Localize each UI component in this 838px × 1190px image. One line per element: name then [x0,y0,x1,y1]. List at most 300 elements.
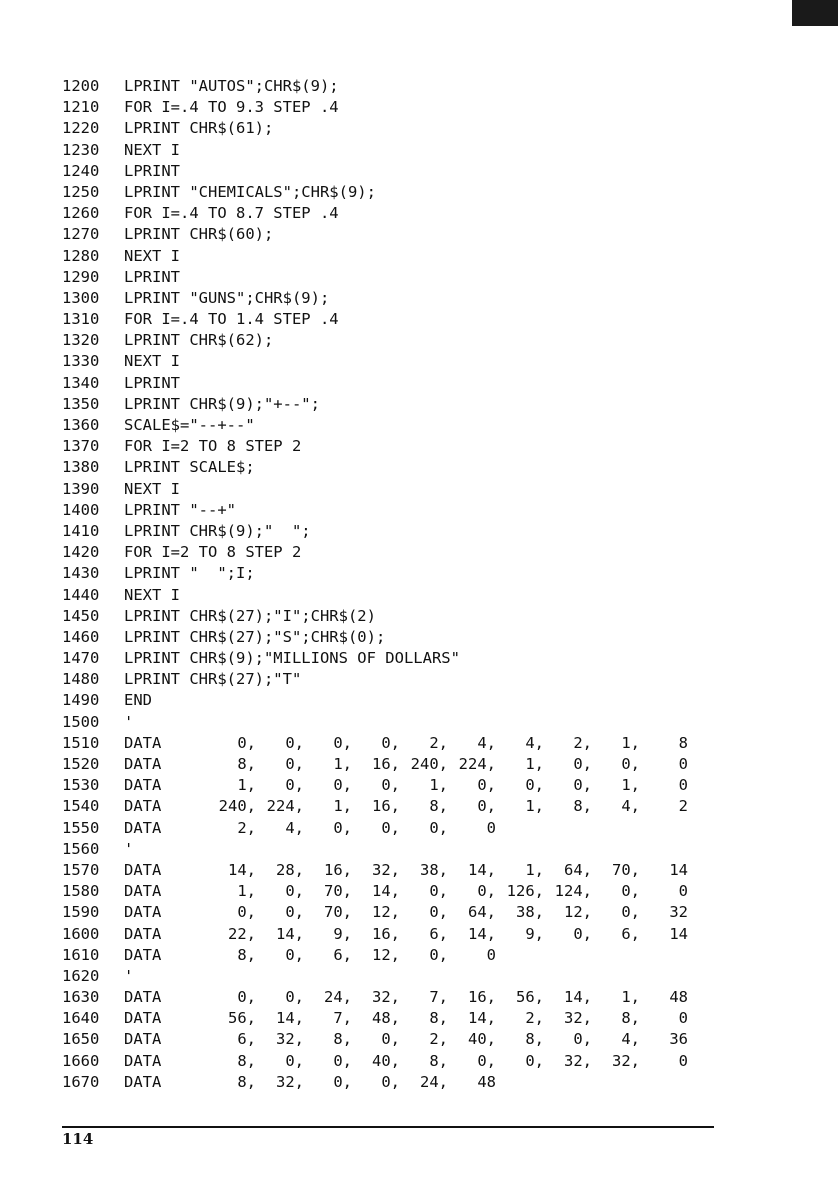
data-keyword: DATA [124,733,162,752]
data-value: 14, [372,882,400,901]
data-keyword: DATA [124,818,162,837]
code-line [62,436,702,457]
data-value: 0, [573,924,592,943]
data-line [62,966,702,987]
data-value: 0, [381,1030,400,1049]
data-value: 2, [429,1030,448,1049]
data-value: 6, [621,924,640,943]
code-line [62,457,702,478]
data-value: 240, [218,797,256,816]
data-value: 14, [564,988,592,1007]
data-value: 0, [285,755,304,773]
code-line [62,669,702,690]
data-value: 2, [525,1009,544,1028]
data-value: 0 [486,818,496,837]
line-number: 1250 [62,182,100,201]
line-number: 1660 [62,1051,100,1070]
data-value: 0, [285,882,304,901]
data-value: 0, [285,733,304,752]
data-value: 0, [285,1051,304,1070]
data-value: 0, [333,733,352,752]
code-line [62,606,702,627]
statement: NEXT I [124,585,180,604]
code-line [62,140,702,161]
data-value: 0, [525,1051,544,1070]
code-line [62,542,702,563]
data-value: 14, [276,924,304,943]
statement: NEXT I [124,479,180,498]
data-value: 0 [678,776,688,795]
statement: LPRINT CHR$(27);"S";CHR$(0); [124,627,386,646]
statement: LPRINT [124,267,180,286]
data-value: 8, [237,1072,256,1091]
data-keyword: DATA [124,1051,162,1070]
code-line [62,627,702,648]
data-value: 224, [458,755,496,773]
line-number: 1460 [62,627,100,646]
line-number: 1430 [62,564,100,583]
line-number: 1580 [62,882,100,901]
data-line [62,839,702,860]
code-line [62,203,702,224]
data-values [186,902,688,923]
data-value: 0, [237,903,256,922]
statement: LPRINT CHR$(61); [124,119,274,138]
data-value: 0 [486,945,496,964]
page-number: 114 [62,1130,94,1148]
data-value: 8, [237,945,256,964]
data-values [186,1051,688,1072]
data-value: 24, [324,988,352,1007]
data-value: 1, [621,733,640,752]
data-value: 0, [621,882,640,901]
data-value: 6, [429,924,448,943]
line-number: 1560 [62,839,100,858]
data-keyword: DATA [124,1009,162,1028]
data-values [186,818,496,839]
line-number: 1530 [62,776,100,795]
code-block [62,76,702,733]
data-value: 14, [468,860,496,879]
statement: LPRINT "--+" [124,500,236,519]
code-line [62,521,702,542]
data-keyword: ' [124,839,134,858]
data-value: 22, [228,924,256,943]
code-line [62,373,702,394]
code-line [62,585,702,606]
data-values [186,945,496,966]
line-number: 1450 [62,606,100,625]
data-value: 16, [372,755,400,773]
data-keyword: DATA [124,882,162,901]
data-value: 24, [420,1072,448,1091]
data-keyword: DATA [124,988,162,1007]
data-value: 56, [516,988,544,1007]
basic-program-listing [62,76,702,1093]
data-value: 0, [285,903,304,922]
data-value: 64, [564,860,592,879]
data-keyword: DATA [124,860,162,879]
data-value: 4, [285,818,304,837]
data-value: 0, [573,776,592,795]
code-line [62,479,702,500]
statement: FOR I=2 TO 8 STEP 2 [124,543,302,562]
data-value: 14, [228,860,256,879]
data-value: 2, [573,733,592,752]
data-value: 48 [477,1072,496,1091]
line-number: 1300 [62,288,100,307]
data-value: 0, [285,945,304,964]
data-value: 126, [506,882,544,901]
data-value: 8, [525,1030,544,1049]
code-line [62,246,702,267]
data-value: 32, [276,1072,304,1091]
data-value: 8, [333,1030,352,1049]
statement: LPRINT CHR$(27);"I";CHR$(2) [124,606,376,625]
data-value: 36 [669,1030,688,1049]
data-value: 4, [525,733,544,752]
line-number: 1370 [62,437,100,456]
data-value: 0 [678,1009,688,1028]
data-keyword: DATA [124,924,162,943]
data-value: 8, [429,1051,448,1070]
data-value: 70, [324,882,352,901]
data-value: 0, [477,797,496,816]
line-number: 1490 [62,691,100,710]
data-value: 0 [678,882,688,901]
data-value: 64, [468,903,496,922]
data-value: 12, [372,903,400,922]
line-number: 1420 [62,543,100,562]
data-value: 32, [612,1051,640,1070]
data-value: 0, [621,755,640,773]
data-value: 14 [669,924,688,943]
data-keyword: DATA [124,797,162,816]
data-value: 0, [525,776,544,795]
line-number: 1220 [62,119,100,138]
data-value: 8 [678,733,688,752]
data-values [186,754,688,775]
statement: LPRINT CHR$(9);"MILLIONS OF DOLLARS" [124,649,460,668]
data-value: 1, [237,882,256,901]
data-value: 40, [468,1030,496,1049]
code-line [62,500,702,521]
data-value: 0, [333,776,352,795]
statement: LPRINT CHR$(9);" "; [124,521,311,540]
data-value: 1, [525,860,544,879]
line-number: 1640 [62,1009,100,1028]
statement: LPRINT CHR$(9);"+--"; [124,394,320,413]
line-number: 1230 [62,140,100,159]
statement: LPRINT " ";I; [124,564,255,583]
line-number: 1290 [62,267,100,286]
line-number: 1360 [62,416,100,434]
data-value: 9, [333,924,352,943]
data-value: 9, [525,924,544,943]
data-value: 1, [621,988,640,1007]
data-value: 0 [678,755,688,773]
data-value: 0, [237,988,256,1007]
line-number: 1330 [62,352,100,371]
line-number: 1610 [62,945,100,964]
data-value: 224, [266,797,304,816]
data-keyword: DATA [124,903,162,922]
data-value: 124, [554,882,592,901]
line-number: 1240 [62,161,100,180]
data-value: 7, [333,1009,352,1028]
data-value: 12, [564,903,592,922]
line-number: 1650 [62,1030,100,1049]
statement: ' [124,712,134,731]
statement: FOR I=.4 TO 1.4 STEP .4 [124,310,339,329]
data-value: 70, [324,903,352,922]
data-line [62,881,702,902]
data-value: 0, [381,1072,400,1091]
data-values [186,1008,688,1029]
data-keyword: DATA [124,1072,162,1091]
data-value: 0, [477,882,496,901]
code-line [62,97,702,118]
statement: LPRINT [124,161,180,180]
line-number: 1510 [62,733,100,752]
data-value: 0, [285,988,304,1007]
line-number: 1600 [62,924,100,943]
data-value: 1, [429,776,448,795]
data-value: 8, [429,797,448,816]
data-value: 4, [621,797,640,816]
statement: NEXT I [124,352,180,371]
data-line [62,1051,702,1072]
line-number: 1440 [62,585,100,604]
data-line [62,775,702,796]
data-value: 0 [678,1051,688,1070]
data-value: 7, [429,988,448,1007]
line-number: 1400 [62,500,100,519]
data-value: 56, [228,1009,256,1028]
data-value: 8, [621,1009,640,1028]
data-value: 0, [333,1072,352,1091]
footer-rule [62,1126,714,1128]
data-keyword: DATA [124,945,162,964]
data-value: 38, [516,903,544,922]
data-values [186,733,688,754]
scan-edge-mark [792,0,838,26]
statement: END [124,691,152,710]
statement: LPRINT [124,373,180,392]
data-value: 32 [669,903,688,922]
code-line [62,118,702,139]
data-value: 0, [429,945,448,964]
data-value: 1, [333,797,352,816]
data-value: 32, [564,1009,592,1028]
code-line [62,161,702,182]
data-value: 48, [372,1009,400,1028]
data-values [186,860,688,881]
data-value: 14 [669,860,688,879]
data-value: 0, [237,733,256,752]
line-number: 1390 [62,479,100,498]
line-number: 1350 [62,394,100,413]
data-line [62,818,702,839]
code-line [62,309,702,330]
data-value: 40, [372,1051,400,1070]
data-values [186,881,688,902]
line-number: 1630 [62,988,100,1007]
data-value: 32, [564,1051,592,1070]
data-line [62,796,702,817]
data-values [186,796,688,817]
line-number: 1520 [62,755,100,773]
data-value: 0, [573,1030,592,1049]
statement: LPRINT SCALE$; [124,458,255,477]
data-value: 0, [381,733,400,752]
data-value: 0, [333,818,352,837]
line-number: 1340 [62,373,100,392]
code-line [62,690,702,711]
data-line [62,1029,702,1050]
data-value: 4, [621,1030,640,1049]
data-value: 0, [477,1051,496,1070]
statement: LPRINT CHR$(62); [124,331,274,350]
statement: NEXT I [124,246,180,265]
data-values [186,1072,496,1093]
line-number: 1320 [62,331,100,350]
data-value: 0, [381,776,400,795]
data-value: 0, [285,776,304,795]
data-line [62,754,702,775]
code-line [62,351,702,372]
statement: LPRINT "CHEMICALS";CHR$(9); [124,182,376,201]
data-value: 1, [525,755,544,773]
data-values [186,775,688,796]
line-number: 1500 [62,712,100,731]
data-value: 0, [477,776,496,795]
statement: LPRINT "GUNS";CHR$(9); [124,288,330,307]
data-value: 4, [477,733,496,752]
data-value: 32, [372,988,400,1007]
code-line [62,394,702,415]
data-value: 1, [333,755,352,773]
data-keyword: ' [124,966,134,985]
data-line [62,1072,702,1093]
code-line [62,182,702,203]
data-value: 8, [429,1009,448,1028]
data-line [62,987,702,1008]
statement: LPRINT CHR$(27);"T" [124,670,302,689]
code-line [62,415,702,436]
data-block [62,733,702,1093]
data-value: 14, [276,1009,304,1028]
data-value: 240, [410,755,448,773]
code-line [62,288,702,309]
data-value: 14, [468,1009,496,1028]
data-value: 0, [573,755,592,773]
line-number: 1540 [62,797,100,816]
line-number: 1670 [62,1072,100,1091]
data-value: 2, [429,733,448,752]
statement: FOR I=2 TO 8 STEP 2 [124,437,302,456]
statement: FOR I=.4 TO 8.7 STEP .4 [124,204,339,223]
line-number: 1280 [62,246,100,265]
data-value: 38, [420,860,448,879]
statement: LPRINT CHR$(60); [124,225,274,244]
line-number: 1550 [62,818,100,837]
data-value: 8, [237,1051,256,1070]
statement: NEXT I [124,140,180,159]
line-number: 1480 [62,670,100,689]
data-value: 0, [429,818,448,837]
line-number: 1310 [62,310,100,329]
data-value: 14, [468,924,496,943]
data-line [62,860,702,881]
data-value: 0, [381,818,400,837]
data-line [62,924,702,945]
data-keyword: DATA [124,755,162,773]
line-number: 1210 [62,98,100,117]
line-number: 1470 [62,649,100,668]
data-value: 2 [678,797,688,816]
data-value: 32, [276,1030,304,1049]
data-value: 48 [669,988,688,1007]
data-value: 28, [276,860,304,879]
data-line [62,1008,702,1029]
data-value: 0, [429,903,448,922]
line-number: 1620 [62,966,100,985]
data-value: 8, [237,755,256,773]
statement: LPRINT "AUTOS";CHR$(9); [124,77,339,95]
data-value: 2, [237,818,256,837]
code-line [62,224,702,245]
data-keyword: DATA [124,776,162,795]
line-number: 1590 [62,903,100,922]
line-number: 1570 [62,860,100,879]
data-values [186,1029,688,1050]
statement: FOR I=.4 TO 9.3 STEP .4 [124,98,339,117]
statement: SCALE$="--+--" [124,416,255,434]
data-value: 0, [621,903,640,922]
data-value: 16, [324,860,352,879]
data-value: 0, [333,1051,352,1070]
data-value: 32, [372,860,400,879]
code-line [62,330,702,351]
data-values [186,924,688,945]
data-line [62,945,702,966]
data-value: 6, [237,1030,256,1049]
line-number: 1270 [62,225,100,244]
code-line [62,76,702,97]
data-line [62,733,702,754]
data-value: 0, [429,882,448,901]
data-value: 1, [621,776,640,795]
data-value: 16, [468,988,496,1007]
data-value: 70, [612,860,640,879]
data-value: 16, [372,924,400,943]
data-value: 6, [333,945,352,964]
data-values [186,987,688,1008]
line-number: 1380 [62,458,100,477]
line-number: 1260 [62,204,100,223]
data-value: 1, [525,797,544,816]
data-keyword: DATA [124,1030,162,1049]
code-line [62,267,702,288]
data-value: 12, [372,945,400,964]
code-line [62,648,702,669]
code-line [62,712,702,733]
data-line [62,902,702,923]
data-value: 8, [573,797,592,816]
code-line [62,563,702,584]
line-number: 1200 [62,77,100,95]
